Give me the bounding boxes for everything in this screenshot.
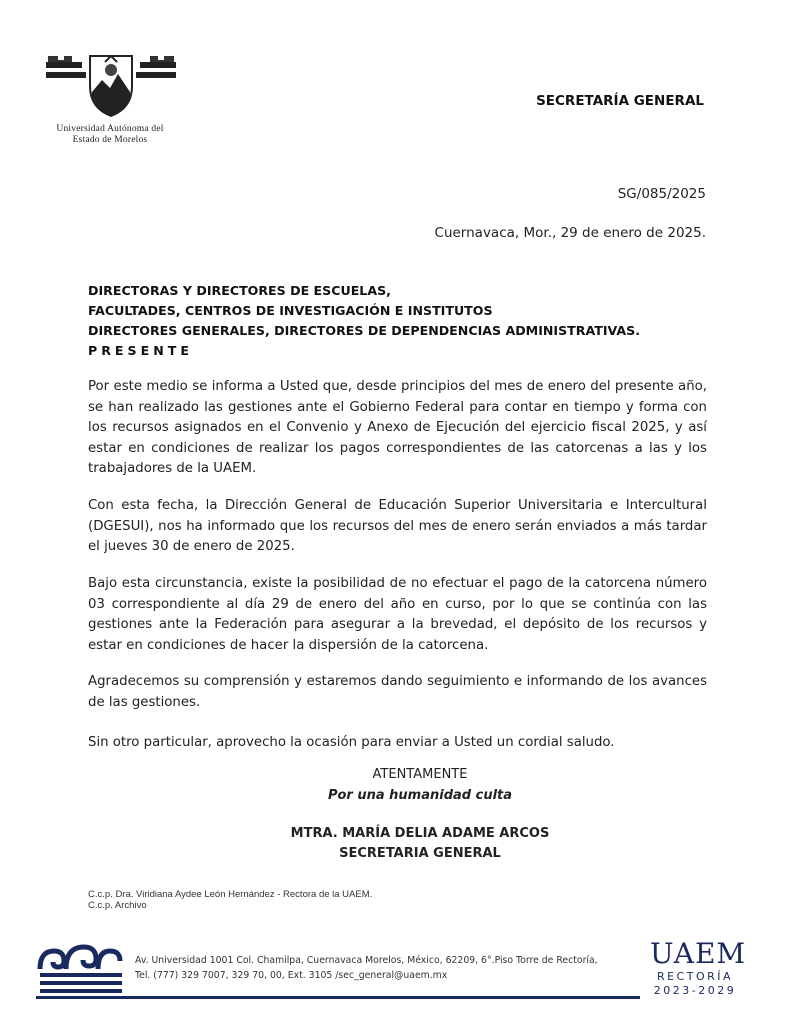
body-paragraph-5: Sin otro particular, aprovecho la ocasión para enviar a Usted un cordial saludo. — [88, 735, 615, 750]
place-date: Cuernavaca, Mor., 29 de enero de 2025. — [434, 225, 706, 241]
body-paragraph-1: Por este medio se informa a Usted que, desde principios del mes de enero del presente año, se han realizado las gestiones ante el Gobierno Federal para contar en tiempo y forma con los recursos asignados en el Convenio y Anexo de Ejecución del ejercicio fiscal 2025, y así estar en condiciones de realizar los pagos correspondientes de las catorcenas a las y los trabajadores de la UAEM. — [88, 379, 707, 476]
department-heading: SECRETARÍA GENERAL — [536, 93, 704, 109]
reference-number: SG/085/2025 — [617, 186, 706, 202]
university-logo — [40, 52, 185, 146]
university-emblem-icon — [42, 52, 180, 118]
closing-salutation: ATENTAMENTE — [372, 767, 468, 782]
footer-wave-logo-icon — [36, 939, 126, 1000]
addressee-line1: DIRECTORAS Y DIRECTORES DE ESCUELAS, — [88, 283, 391, 298]
uaem-term-years: 2023-2029 — [653, 984, 737, 997]
uaem-rectoria-text: RECTORÍA — [656, 970, 734, 983]
signer-title: SECRETARIA GENERAL — [339, 846, 501, 861]
addressee-line3: DIRECTORES GENERALES, DIRECTORES DE DEPENDENCIAS ADMINISTRATIVAS. — [88, 323, 640, 338]
institution-name-line2: Estado de Morelos — [72, 135, 148, 145]
ccp-line-1: C.c.p. Dra. Viridiana Aydee León Hernández - Rectora de la UAEM. — [88, 889, 373, 900]
footer-address-line2: Tel. (777) 329 7007, 329 70, 00, Ext. 3105 /sec_general@uaem.mx — [135, 970, 448, 981]
institution-name-line1: Universidad Autónoma del — [56, 124, 164, 134]
closing-motto: Por una humanidad culta — [327, 788, 513, 803]
uaem-brand-text: UAEM — [650, 937, 747, 970]
body-paragraph-2: Con esta fecha, la Dirección General de Educación Superior Universitaria e Intercultural (DGESUI), nos ha informado que los recursos del mes de enero serán enviados a más tardar el jueves 30 de enero de 2025. — [88, 498, 707, 554]
footer-divider — [36, 996, 640, 999]
signer-name: MTRA. MARÍA DELIA ADAME ARCOS — [290, 826, 550, 841]
ccp-line-2: C.c.p. Archivo — [88, 900, 147, 911]
body-paragraph-3: Bajo esta circunstancia, existe la posibilidad de no efectuar el pago de la catorcena número 03 correspondiente al día 29 de enero del año en curso, por lo que se continúa con las gestiones ante la Federación para asegurar a la brevedad, el depósito de los recursos y estar en condiciones de hacer la dispersión de la catorcena. — [88, 576, 707, 653]
footer-address-line1: Av. Universidad 1001 Col. Chamilpa, Cuernavaca Morelos, México, 62209, 6°.Piso Torre de Rectoría, — [135, 955, 598, 966]
addressee-block — [88, 281, 640, 361]
addressee-presente: PRESENTE — [88, 343, 193, 358]
uaem-rectoria-logo — [650, 937, 747, 998]
addressee-line2: FACULTADES, CENTROS DE INVESTIGACIÓN E INSTITUTOS — [88, 303, 493, 318]
body-paragraph-4: Agradecemos su comprensión y estaremos dando seguimiento e informando de los avances de las gestiones. — [88, 674, 707, 710]
